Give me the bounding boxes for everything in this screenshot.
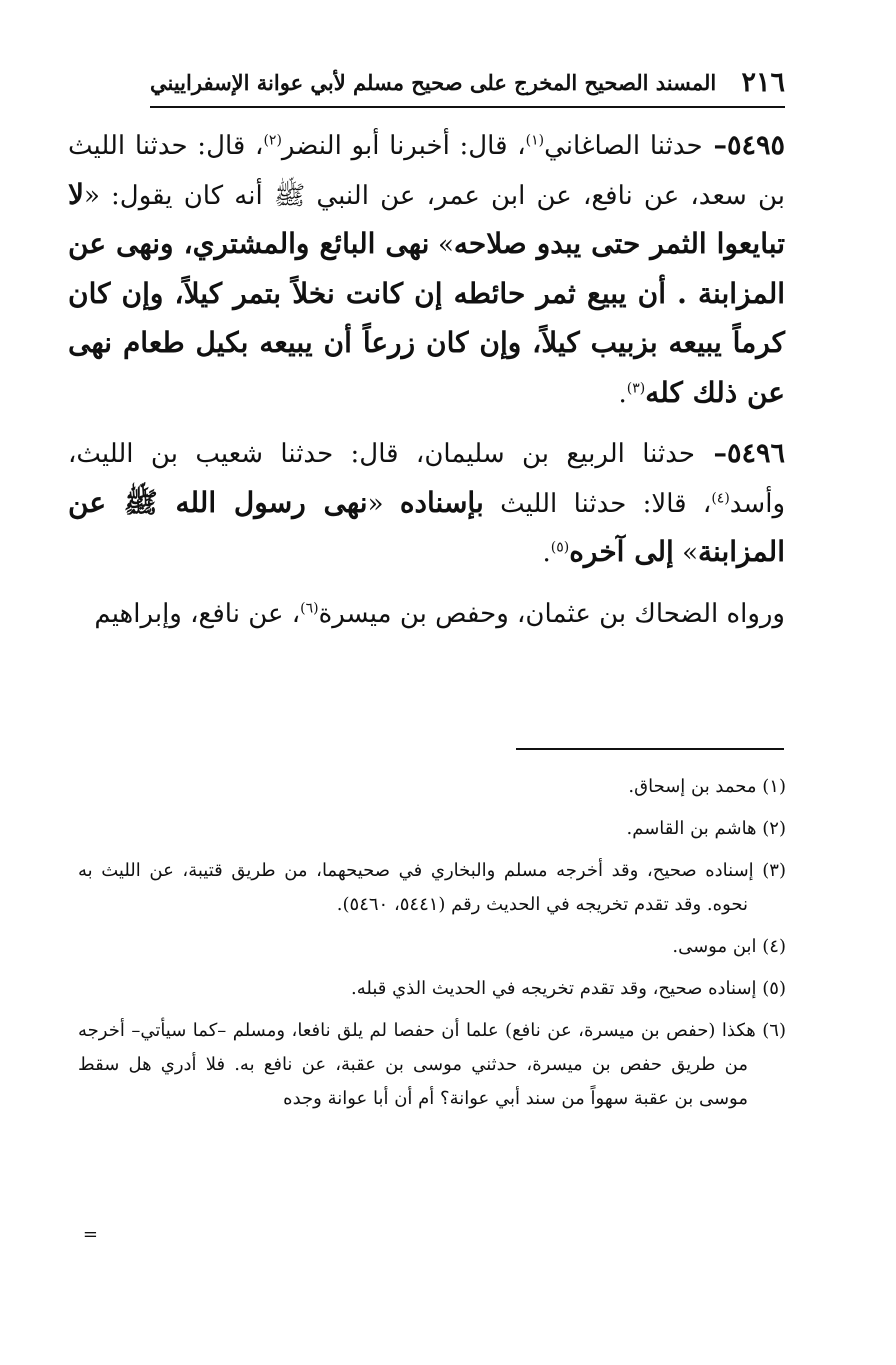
hadith-text: حدثنا الربيع بن سليمان، قال: حدثنا شعيب بن الليث، وأسد [68,439,785,519]
hadith-text: « [367,488,400,519]
footnote-6: (٦) هكذا (حفص بن ميسرة، عن نافع) علما أن حفصا لم يلق نافعا، ومسلم –كما سيأتي– أخرجه من طريق حفص بن ميسرة، حدثني موسى بن عقبة، عن نافع به. فلا أدري هل سقط موسى بن عقبة سهواً من سند أبي عوانة؟ أم أن أبا عوانة وجده [78,1020,786,1109]
hadith-matn: إلى آخره [569,535,674,568]
footnote-2: (٢) هاشم بن القاسم. [626,818,786,839]
main-text [68,122,785,638]
hadith-number: ٥٤٩٥ [726,130,785,161]
header-rule [150,106,785,108]
footnote-3: (٣) إسناده صحيح، وقد أخرجه مسلم والبخاري في صحيحهما، من طريق قتيبة، عن الليث به نحوه. وقد تقدم تخريجه في الحديث رقم (٥٤٤١، ٥٤٦٠). [78,860,786,915]
riwayah-text: ، عن نافع، وإبراهيم [94,598,301,629]
hadith-5495 [68,122,785,418]
hadith-text: ، قال: حدثنا الليث بن سعد، عن نافع، عن ابن عمر، عن النبي ﷺ أنه كان يقول: « [68,131,785,211]
page-number: ٢١٦ [741,66,785,98]
footnote-ref: (٢) [263,132,282,149]
continuation-mark: = [82,1224,98,1245]
footnote-ref: (٦) [300,599,319,616]
hadith-text: ، قالا: حدثنا الليث [483,488,712,519]
footnote-5: (٥) إسناده صحيح، وقد تقدم تخريجه في الحديث الذي قبله. [351,978,786,999]
footnote-ref: (٣) [626,379,646,396]
hadith-text: حدثنا الصاغاني [544,131,703,161]
hadith-text: » [673,538,699,568]
hadith-matn: بإسناده [399,485,484,519]
footnote-ref: (٤) [711,489,730,506]
hadith-text: . [618,378,627,409]
hadith-text: » [429,230,454,260]
footnote-4: (٤) ابن موسى. [672,936,786,957]
hadith-matn: لا تبايعوا الثمر حتى يبدو صلاحه [68,177,785,260]
book-title: المسند الصحيح المخرج على صحيح مسلم لأبي عوانة الإسفراييني [150,69,717,95]
hadith-dash: – [702,130,727,161]
hadith-5496 [68,430,785,578]
hadith-text: ، قال: أخبرنا أبو النضر [281,131,526,161]
footnote-1: (١) محمد بن إسحاق. [628,776,786,797]
hadith-text: . [542,538,551,568]
hadith-matn: نهى رسول الله ﷺ عن المزابنة [68,485,785,568]
footnote-ref: (١) [525,132,545,149]
footnotes [78,770,786,1124]
hadith-dash: – [694,438,727,469]
hadith-matn: نهى البائع والمشتري، ونهى عن المزابنة . أن يبيع ثمر حائطه إن كانت نخلاً بتمر كيلاً، وإن كان كرماً يبيعه بزبيب كيلاً، وإن كان زرعاً أن يبيعه بكيل طعام نهى عن ذلك كله [68,227,785,409]
hadith-number: ٥٤٩٦ [726,438,785,469]
footnote-ref: (٥) [550,539,570,556]
riwayah-text: ورواه الضحاك بن عثمان، وحفص بن ميسرة [318,598,785,629]
running-header [150,62,785,102]
footnote-separator [516,748,784,750]
riwayah-paragraph [68,590,785,639]
